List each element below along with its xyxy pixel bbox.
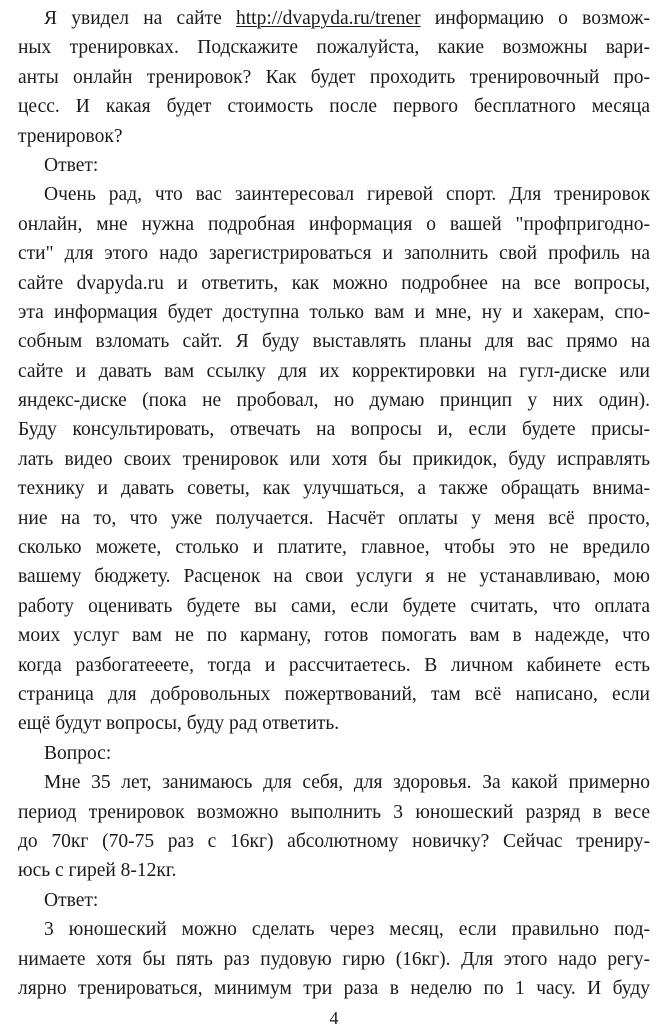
answer-heading: Ответ: — [44, 889, 99, 911]
text-line: страница для добровольных пожертвований, там всё написано, если — [18, 683, 650, 705]
text-line: технику и давать советы, как улучшаться, а также обращать внима- — [18, 478, 650, 500]
text-line: лярно тренироваться, минимум три раза в неделю по 1 часу. И буду — [18, 977, 650, 999]
question-heading: Вопрос: — [44, 742, 112, 764]
trener-link[interactable]: http://dvapyda.ru/trener — [235, 8, 421, 29]
text-line: юсь с гирей 8-12кг. — [18, 860, 177, 882]
text-line: моих услуг вам не по карману, готов помогать вам в надежде, что — [18, 625, 650, 647]
text-line: сайте и давать вам ссылку для их корректировки на гугл-диске или — [18, 360, 650, 382]
text-line: тренировок? — [18, 125, 123, 147]
text-line: нимаете хотя бы пять раз пудовую гирю (16кг). Для этого надо регу- — [18, 948, 650, 970]
text-line: цесс. И какая будет стоимость после первого бесплатного месяца — [18, 96, 650, 118]
text-line: работу оценивать будете вы сами, если будете считать, что оплата — [18, 595, 650, 617]
text-line: онлайн, мне нужна подробная информация о вашей "профпригодно- — [18, 213, 650, 235]
text-line: лать видео своих тренировок или хотя бы прикидок, буду исправлять — [18, 448, 650, 470]
answer-heading: Ответ: — [44, 154, 99, 176]
text-line: ние на то, что уже получается. Насчёт оплаты у меня всё просто, — [18, 507, 650, 529]
text-line: ещё будут вопросы, буду рад ответить. — [18, 713, 340, 735]
text-line: Мне 35 лет, занимаюсь для себя, для здоровья. За какой примерно — [44, 772, 650, 794]
answer-paragraph — [18, 915, 650, 1003]
text-line: 3 юношеский можно сделать через месяц, если правильно под- — [44, 919, 650, 941]
text-line: эта информация будет доступна только вам и мне, ну и хакерам, спо- — [18, 301, 650, 323]
text-segment: информацию о возмож- — [420, 8, 650, 29]
page-number: 4 — [329, 1008, 339, 1028]
text-line: Очень рад, что вас заинтересовал гиревой спорт. Для тренировок — [44, 184, 650, 206]
text-segment: Я увидел на сайте — [44, 8, 236, 29]
text-line: анты онлайн тренировок? Как будет проходить тренировочный про- — [18, 66, 650, 88]
text-line: Буду консультировать, отвечать на вопросы и, если будете присы- — [18, 419, 650, 441]
text-line: период тренировок возможно выполнить 3 юношеский разряд в весе — [18, 801, 650, 823]
question-paragraph — [18, 4, 650, 151]
text-line: сколько можете, столько и платите, главное, чтобы это не вредило — [18, 537, 650, 559]
answer-paragraph — [18, 180, 650, 738]
document-page — [18, 4, 650, 1003]
text-line: сайте dvapyda.ru и ответить, как можно подробнее на все вопросы, — [18, 272, 650, 294]
text-line: когда разбогатееете, тогда и рассчитаетесь. В личном кабинете есть — [18, 654, 650, 676]
text-line — [18, 4, 650, 33]
text-line: яндекс-диске (пока не пробовал, но думаю принцип у них один). — [18, 390, 650, 412]
text-line: ных тренировках. Подскажите пожалуйста, какие возможны вари- — [18, 37, 650, 59]
question-paragraph — [18, 768, 650, 886]
text-line: вашему бюджету. Расценок на свои услуги я не устанавливаю, мою — [18, 566, 650, 588]
text-line: до 70кг (70-75 раз с 16кг) абсолютному новичку? Сейчас трениру- — [18, 830, 650, 852]
text-line: сти" для этого надо зарегистрироваться и заполнить свой профиль на — [18, 243, 650, 265]
text-line: собным взломать сайт. Я буду выставлять планы для вас прямо на — [18, 331, 650, 353]
